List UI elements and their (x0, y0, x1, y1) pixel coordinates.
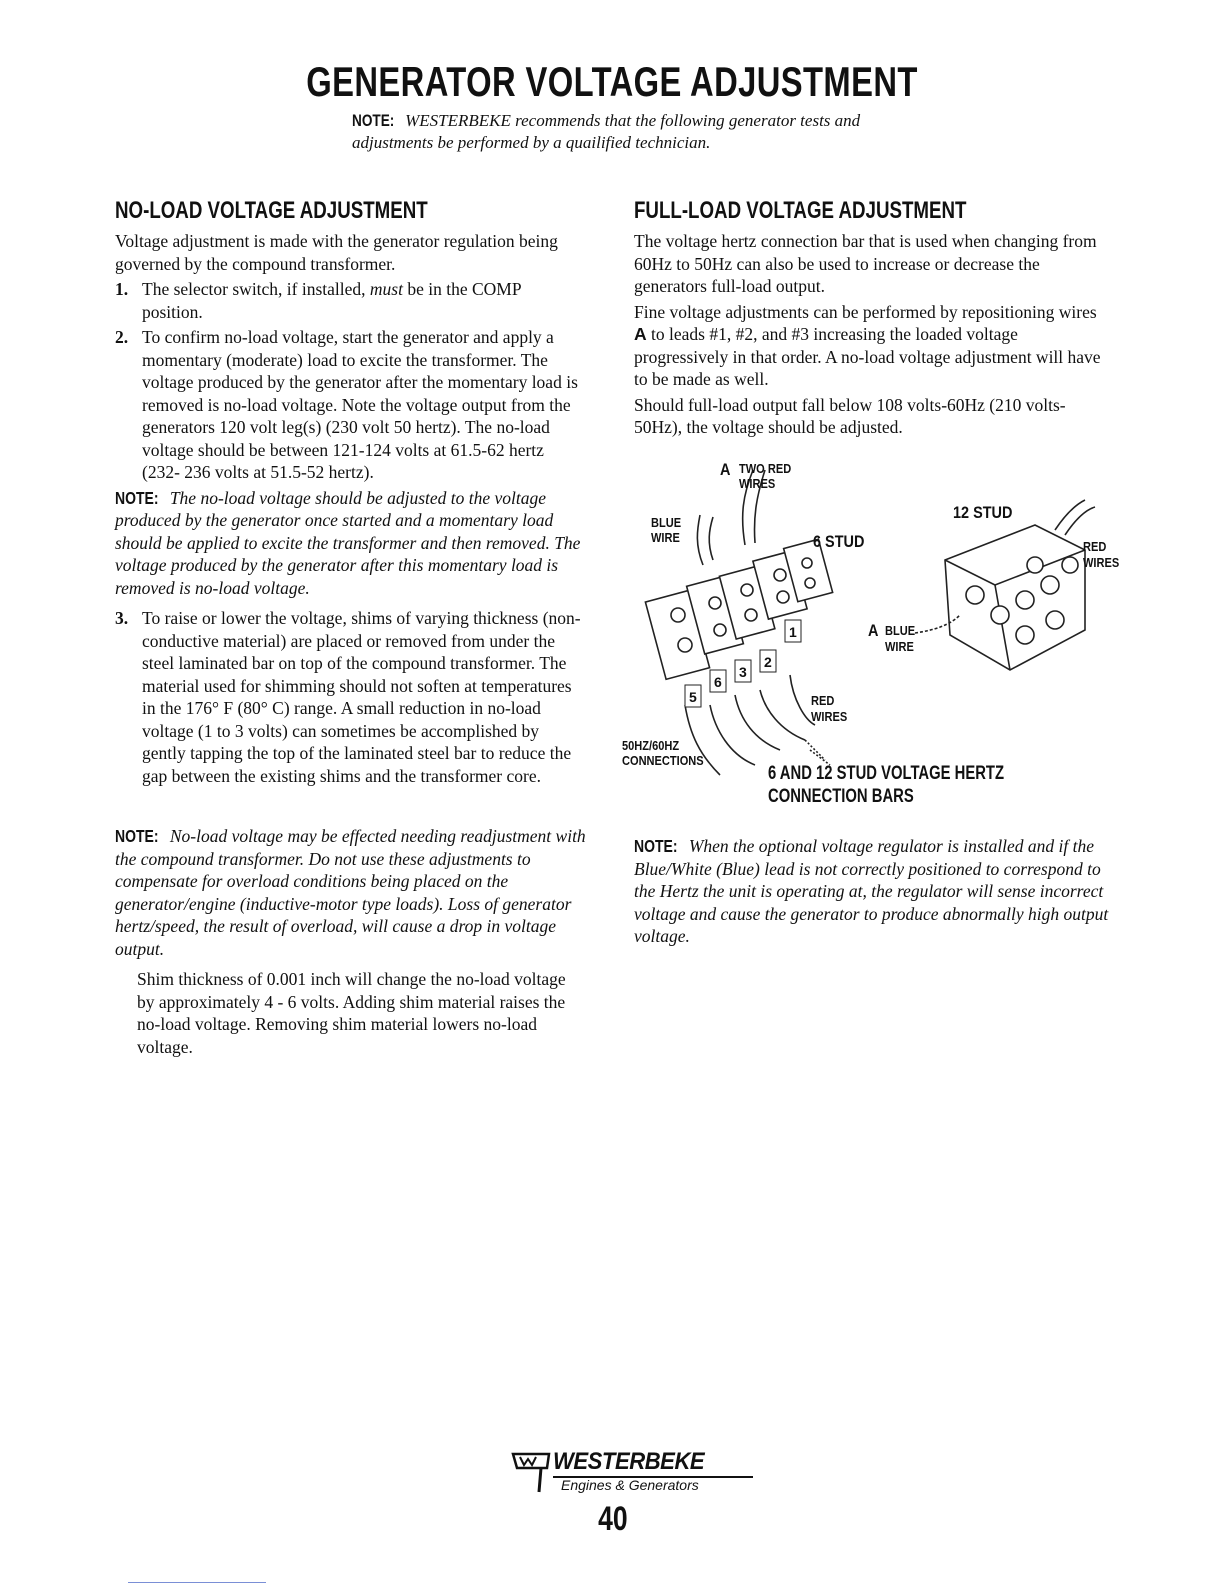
label-two-red: TWO RED (739, 461, 792, 476)
note-transformer: NOTE: No-load voltage may be effected needing readjustment with the compound transformer. Do not use these adjustments to compensate for overload conditions being placed on the generator/engine (inductive-motor type loads). Loss of generator hertz/speed, the result of overload, will cause a drop in voltage output. (115, 826, 586, 959)
no-load-intro: Voltage adjustment is made with the generator regulation being governed by the compound transformer. (115, 231, 558, 274)
note-text: WESTERBEKE recommends that the following generator tests and adjustments be performed by a quailified technician. (352, 111, 861, 152)
label-12-stud: 12 STUD (953, 503, 1013, 522)
step-3: 3. To raise or lower the voltage, shims of varying thickness (non-conductive material) are placed or removed from under the steel laminated bar on top of the compound transformer. The material used for shimming should not soften at temperatures in the 176° F (80° C) range. A small reduction in no-load voltage (1 to 3 volts) can sometimes be accomplished by gently tapping the top of the laminated steel bar to reduce the gap between the existing shims and the transformer core. (115, 608, 581, 786)
label-a: A (720, 460, 731, 479)
label-red-right-wires: WIRES (1083, 555, 1120, 570)
label-blue: BLUE (651, 515, 682, 530)
label-red-bottom-wires: WIRES (811, 709, 848, 724)
label-red-bottom: RED (811, 693, 835, 708)
note-label: NOTE: (352, 111, 395, 130)
top-note (352, 110, 912, 154)
label-a-blue-2: WIRE (885, 639, 914, 654)
label-connections: CONNECTIONS (622, 753, 704, 768)
no-load-heading: NO-LOAD VOLTAGE ADJUSTMENT (115, 197, 428, 224)
logo-mark-icon (511, 1450, 551, 1494)
label-6-stud: 6 STUD (813, 532, 865, 551)
step-1: 1. The selector switch, if installed, must be in the COMP position. (115, 279, 521, 322)
step-2: 2. To confirm no-load voltage, start the generator and apply a momentary (moderate) load to excite the transformer. The voltage produced by the generator after the momentary load is removed is no-load voltage. Note the voltage output from the generators 120 volt leg(s) (230 volt 50 hertz). The no-load voltage should be between 121-124 volts at 61.5-62 hertz (232- 236 volts at 51.5-52 hertz). (115, 327, 578, 482)
full-load-p3: Should full-load output fall below 108 volts-60Hz (210 volts-50Hz), the voltage should be adjusted. (634, 394, 1066, 437)
label-blue-wire: WIRE (651, 530, 680, 545)
terminal-2: 2 (764, 654, 772, 670)
terminal-6: 6 (714, 674, 722, 690)
westerbeke-logo (511, 1450, 761, 1500)
note-regulator: NOTE: When the optional voltage regulator is installed and if the Blue/White (Blue) lead is not correctly positioned to correspond to the Hertz the unit is operating at, the regulator will sense incorrect voltage and cause the generator to produce abnormally high output voltage. (634, 836, 1109, 946)
terminal-3: 3 (739, 664, 747, 680)
diagram-caption: 6 AND 12 STUD VOLTAGE HERTZ CONNECTION BARS (768, 763, 1005, 807)
terminal-1: 1 (789, 624, 797, 640)
logo-subtitle: Engines & Generators (561, 1477, 699, 1493)
no-load-section (115, 196, 585, 790)
connection-bars-diagram (615, 455, 1140, 810)
label-connections-hz: 50HZ/60HZ (622, 738, 680, 753)
label-a-blue-1: BLUE (885, 623, 916, 638)
page-title: GENERATOR VOLTAGE ADJUSTMENT (306, 58, 919, 105)
label-red-right: RED (1083, 539, 1107, 554)
logo-name: WESTERBEKE (553, 1448, 705, 1475)
label-wires: WIRES (739, 476, 776, 491)
full-load-heading: FULL-LOAD VOLTAGE ADJUSTMENT (634, 197, 967, 224)
page-number: 40 (597, 1500, 628, 1538)
footer-rule (128, 1582, 266, 1583)
full-load-section (634, 196, 1104, 442)
full-load-p2: Fine voltage adjustments can be performed by repositioning wires A to leads #1, #2, and #3 increasing the loaded voltage progressively in that order. A no-load voltage adjustment will have to be made as well. (634, 301, 1101, 389)
note-no-load: NOTE: The no-load voltage should be adjusted to the voltage produced by the generator once started and a momentary load should be applied to excite the transformer and then removed. The voltage produced by the generator after this momentary load is removed is no-load voltage. (115, 487, 581, 598)
label-a-blue: A (868, 621, 879, 640)
shim-paragraph: Shim thickness of 0.001 inch will change the no-load voltage by approximately 4 - 6 volts. Adding shim material raises the no-load voltage. Removing shim material lowers no-load voltage. (137, 969, 566, 1057)
full-load-p1: The voltage hertz connection bar that is used when changing from 60Hz to 50Hz can also be used to increase or decrease the generators full-load output. (634, 231, 1097, 296)
terminal-5: 5 (689, 689, 697, 705)
